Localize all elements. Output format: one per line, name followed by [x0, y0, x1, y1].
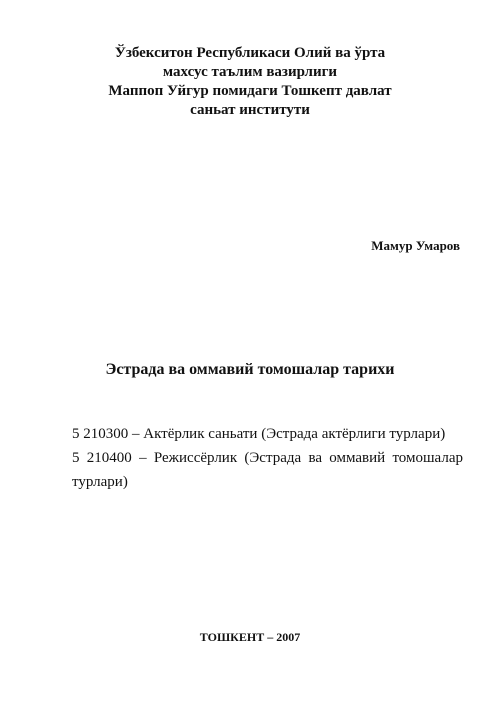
author-name: Мамур Умаров	[371, 238, 460, 253]
specialty-directing: 5 210400 – Режиссёрлик (Эстрада ва оммавий томошалар турлари)	[72, 450, 463, 490]
document-title: Эстрада ва оммавий томошалар тарихи	[105, 361, 395, 378]
header-line-ministry-2: махсус таълим вазирлиги	[162, 64, 338, 80]
institution-header	[0, 44, 500, 120]
specialty-acting: 5 210300 – Актёрлик саньати (Эстрада актёрлиги турлари)	[72, 426, 446, 442]
city-year: ТОШКЕНТ – 2007	[199, 630, 301, 644]
header-line-ministry-1: Ўзбекситон Республикаси Олий ва ўрта	[114, 45, 386, 61]
header-line-institute-1: Маппоп Уйгур помидаги Тошкепт давлат	[108, 83, 392, 99]
header-line-institute-2: саньат институти	[190, 102, 310, 118]
